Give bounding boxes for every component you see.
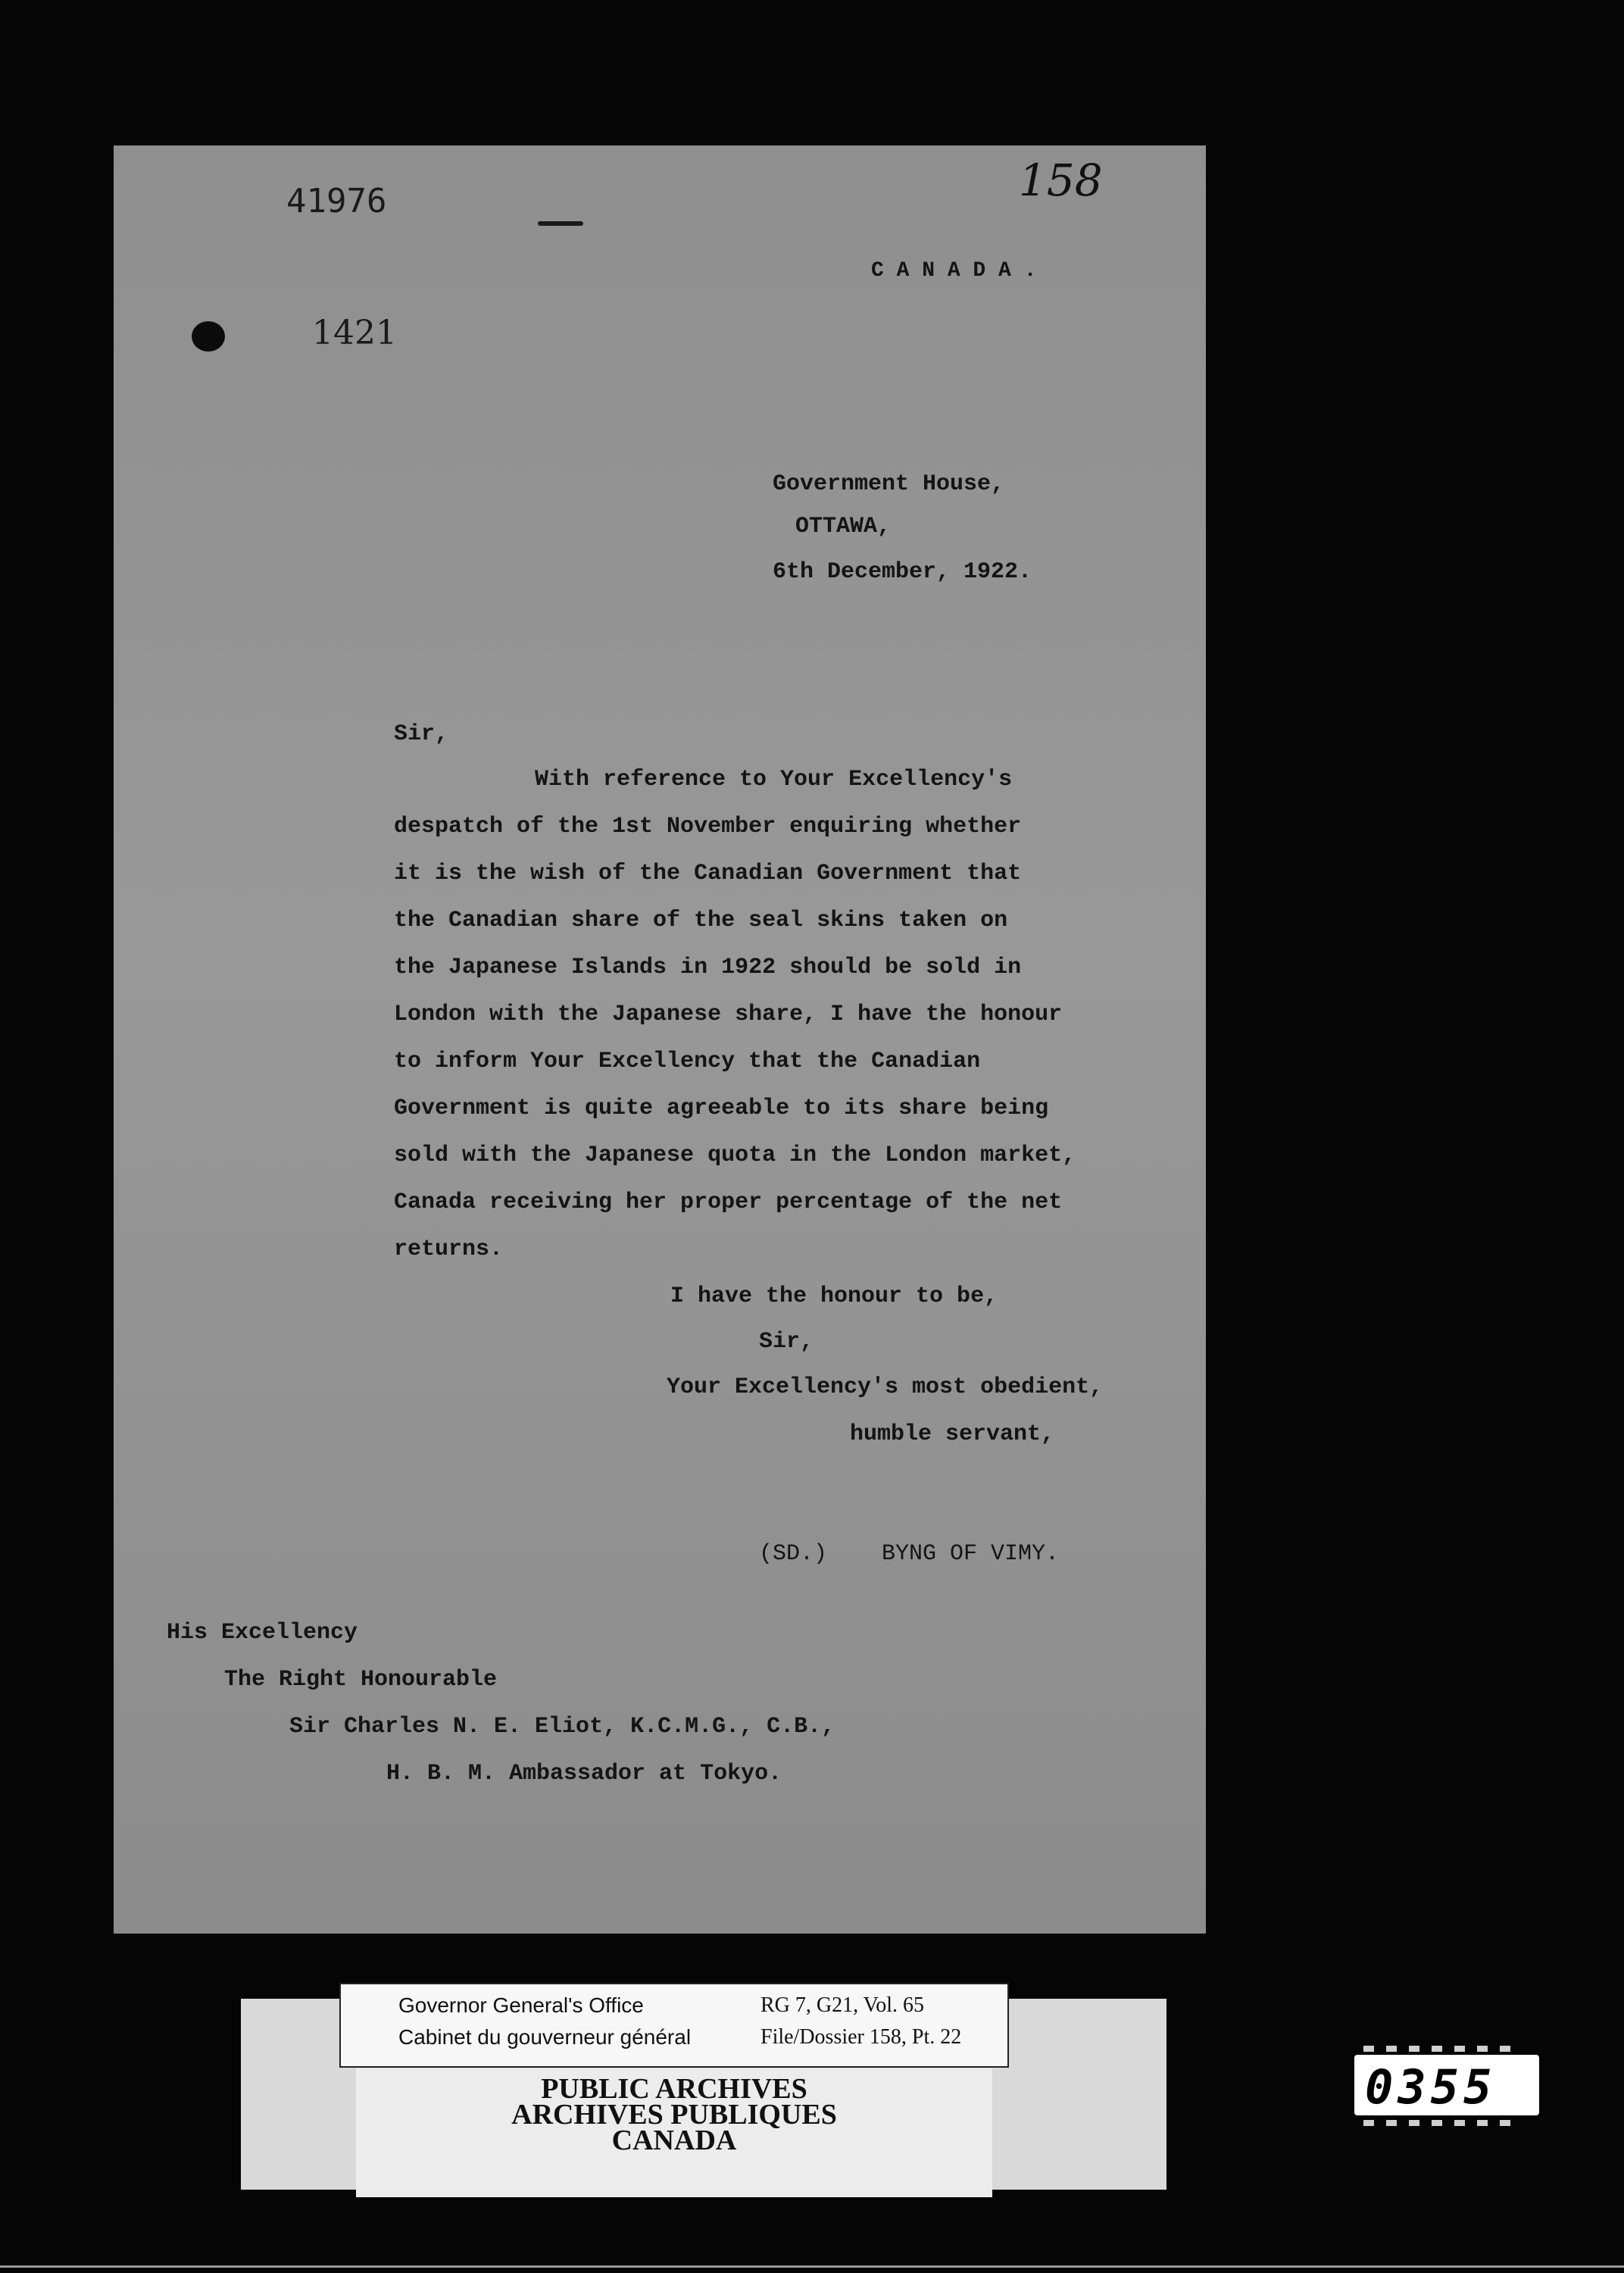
ink-blot: [192, 321, 225, 352]
archives-line2: ARCHIVES PUBLIQUES: [511, 2099, 837, 2131]
salutation: Sir,: [394, 721, 449, 747]
archive-reference-card: [339, 1983, 1009, 2068]
page-number-handwritten: 158: [1019, 155, 1103, 206]
signature: (SD.) BYNG OF VIMY.: [759, 1541, 1060, 1567]
body-line-9: sold with the Japanese quota in the London market,: [394, 1143, 1076, 1168]
film-sprocket-mark: [1454, 2120, 1465, 2126]
body-line-5: the Japanese Islands in 1922 should be sold in: [394, 955, 1022, 980]
addressee-line1: His Excellency: [167, 1620, 358, 1646]
addressee-line3: Sir Charles N. E. Eliot, K.C.M.G., C.B.,: [289, 1714, 835, 1740]
film-sprocket-mark: [1477, 2046, 1488, 2052]
stamp-number: 41976: [286, 182, 387, 220]
addressee-line2: The Right Honourable: [224, 1667, 498, 1693]
document-page: [114, 145, 1206, 1934]
body-line-6: London with the Japanese share, I have the honour: [394, 1002, 1063, 1027]
addressee-line4: H. B. M. Ambassador at Tokyo.: [386, 1761, 782, 1787]
address-line2: OTTAWA,: [795, 514, 892, 539]
body-line-8: Government is quite agreeable to its share being: [394, 1096, 1049, 1121]
closing-line3: Your Excellency's most obedient,: [667, 1374, 1104, 1400]
film-sprocket-mark: [1386, 2120, 1397, 2126]
body-line-1: With reference to Your Excellency's: [535, 767, 1013, 793]
address-line1: Government House,: [773, 471, 1005, 497]
frame-number-label: [1354, 2055, 1539, 2115]
body-line-7: to inform Your Excellency that the Canadian: [394, 1049, 981, 1074]
body-line-4: the Canadian share of the seal skins taken on: [394, 908, 1008, 933]
header-country: C A N A D A .: [871, 259, 1037, 283]
film-sprocket-mark: [1500, 2046, 1510, 2052]
file-number: 1421: [312, 314, 397, 352]
body-line-11: returns.: [394, 1237, 504, 1262]
closing-line1: I have the honour to be,: [670, 1283, 998, 1309]
body-line-10: Canada receiving her proper percentage of the net: [394, 1190, 1063, 1215]
dash-mark: [538, 221, 583, 226]
archives-line3: CANADA: [611, 2124, 737, 2156]
film-sprocket-mark: [1454, 2046, 1465, 2052]
archive-file: File/Dossier 158, Pt. 22: [760, 2025, 962, 2049]
film-sprocket-mark: [1409, 2120, 1419, 2126]
film-sprocket-mark: [1500, 2120, 1510, 2126]
office-french: Cabinet du gouverneur général: [398, 2025, 692, 2049]
film-edge-line: [0, 2265, 1624, 2268]
public-archives-stamp: [356, 2068, 992, 2197]
closing-line2: Sir,: [759, 1329, 814, 1355]
archive-reference: RG 7, G21, Vol. 65: [760, 1993, 925, 2017]
body-line-2: despatch of the 1st November enquiring whether: [394, 814, 1022, 839]
film-sprocket-mark: [1409, 2046, 1419, 2052]
film-sprocket-mark: [1477, 2120, 1488, 2126]
letter-date: 6th December, 1922.: [773, 559, 1032, 585]
film-sprocket-mark: [1363, 2120, 1374, 2126]
frame-number: 0355: [1365, 2059, 1497, 2115]
office-english: Governor General's Office: [398, 1993, 644, 2017]
film-sprocket-mark: [1432, 2046, 1442, 2052]
film-sprocket-mark: [1363, 2046, 1374, 2052]
film-sprocket-mark: [1432, 2120, 1442, 2126]
closing-line4: humble servant,: [850, 1421, 1055, 1447]
film-sprocket-mark: [1386, 2046, 1397, 2052]
body-line-3: it is the wish of the Canadian Government that: [394, 861, 1022, 886]
archives-line1: PUBLIC ARCHIVES: [541, 2073, 807, 2105]
